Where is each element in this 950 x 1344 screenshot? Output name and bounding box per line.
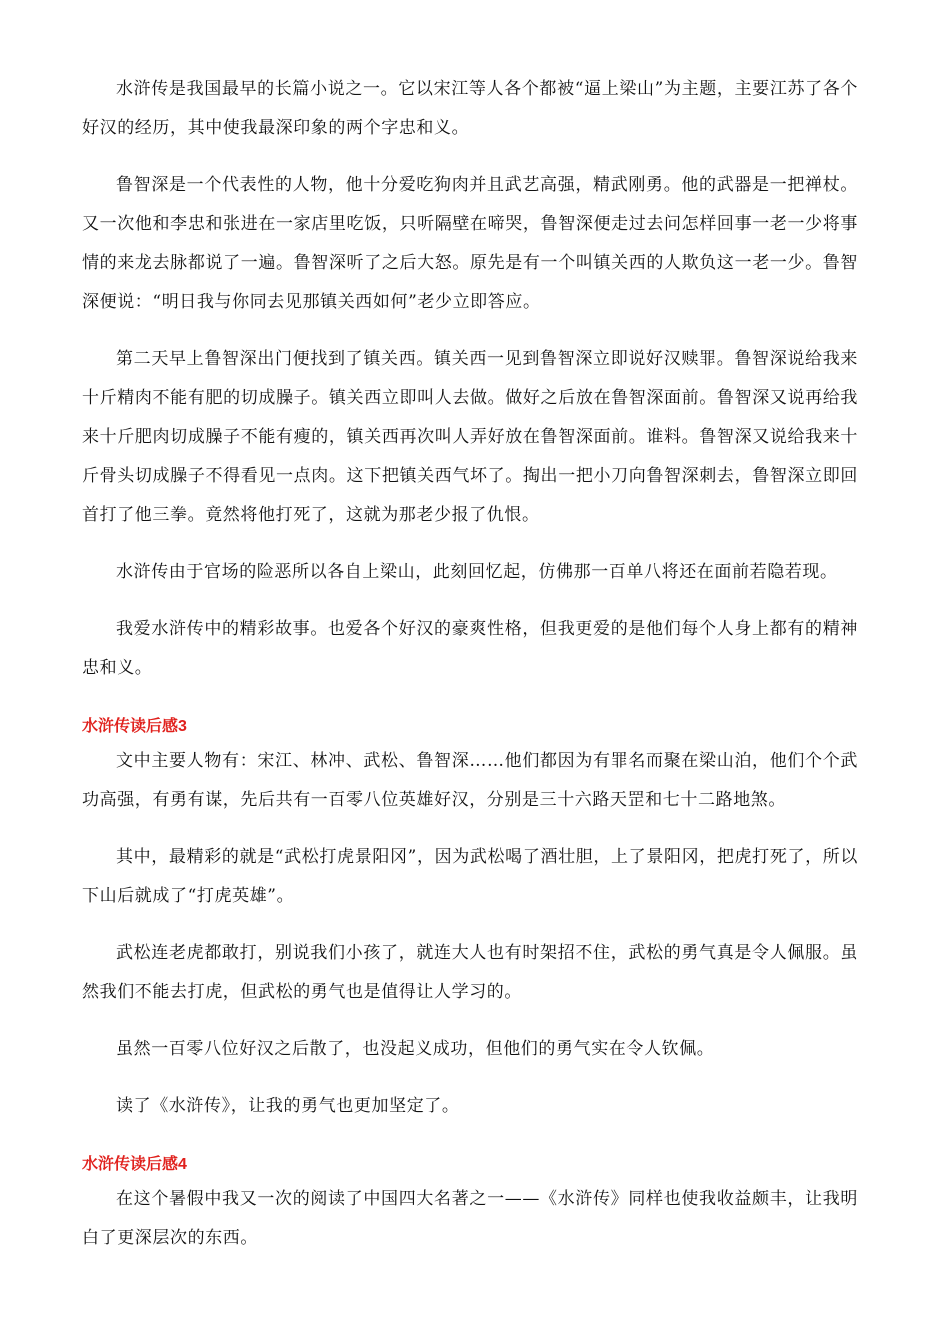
section-previous-continued [82, 70, 858, 688]
section-3 [82, 706, 858, 1126]
paragraph: 虽然一百零八位好汉之后散了，也没起义成功，但他们的勇气实在令人钦佩。 [116, 1039, 715, 1059]
section-heading: 水浒传读后感4 [82, 1156, 187, 1173]
paragraph: 水浒传是我国最早的长篇小说之一。它以宋江等人各个都被“逼上梁山”为主题，主要江苏了各个好汉的经历，其中使我最深印象的两个字忠和义。 [82, 79, 858, 138]
section-heading: 水浒传读后感3 [82, 718, 187, 735]
paragraph: 武松连老虎都敢打，别说我们小孩了，就连大人也有时架招不住，武松的勇气真是令人佩服。虽然我们不能去打虎，但武松的勇气也是值得让人学习的。 [82, 943, 858, 1002]
paragraph: 文中主要人物有：宋江、林冲、武松、鲁智深……他们都因为有罪名而聚在梁山泊，他们个个武功高强，有勇有谋，先后共有一百零八位英雄好汉，分别是三十六路天罡和七十二路地煞。 [82, 751, 858, 810]
paragraph: 第二天早上鲁智深出门便找到了镇关西。镇关西一见到鲁智深立即说好汉赎罪。鲁智深说给我来十斤精肉不能有肥的切成臊子。镇关西立即叫人去做。做好之后放在鲁智深面前。鲁智深又说再给我来十斤肥肉切成臊子不能有瘦的，镇关西再次叫人弄好放在鲁智深面前。谁料。鲁智深又说给我来十斤骨头切成臊子不得看见一点肉。这下把镇关西气坏了。掏出一把小刀向鲁智深刺去，鲁智深立即回首打了他三拳。竟然将他打死了，这就为那老少报了仇恨。 [82, 349, 858, 525]
paragraph: 鲁智深是一个代表性的人物，他十分爱吃狗肉并且武艺高强，精武刚勇。他的武器是一把禅杖。又一次他和李忠和张进在一家店里吃饭，只听隔壁在啼哭，鲁智深便走过去问怎样回事一老一少将事情的来龙去脉都说了一遍。鲁智深听了之后大怒。原先是有一个叫镇关西的人欺负这一老一少。鲁智深便说：“明日我与你同去见那镇关西如何”老少立即答应。 [82, 175, 858, 312]
paragraph: 在这个暑假中我又一次的阅读了中国四大名著之一——《水浒传》同样也使我收益颇丰，让我明白了更深层次的东西。 [82, 1189, 858, 1248]
section-4 [82, 1144, 858, 1258]
paragraph: 读了《水浒传》，让我的勇气也更加坚定了。 [116, 1096, 460, 1116]
paragraph: 其中，最精彩的就是“武松打虎景阳冈”，因为武松喝了酒壮胆，上了景阳冈，把虎打死了，所以下山后就成了“打虎英雄”。 [82, 847, 858, 906]
paragraph: 水浒传由于官场的险恶所以各自上梁山，此刻回忆起，仿佛那一百单八将还在面前若隐若现。 [116, 562, 838, 582]
paragraph: 我爱水浒传中的精彩故事。也爱各个好汉的豪爽性格，但我更爱的是他们每个人身上都有的精神忠和义。 [82, 619, 858, 678]
